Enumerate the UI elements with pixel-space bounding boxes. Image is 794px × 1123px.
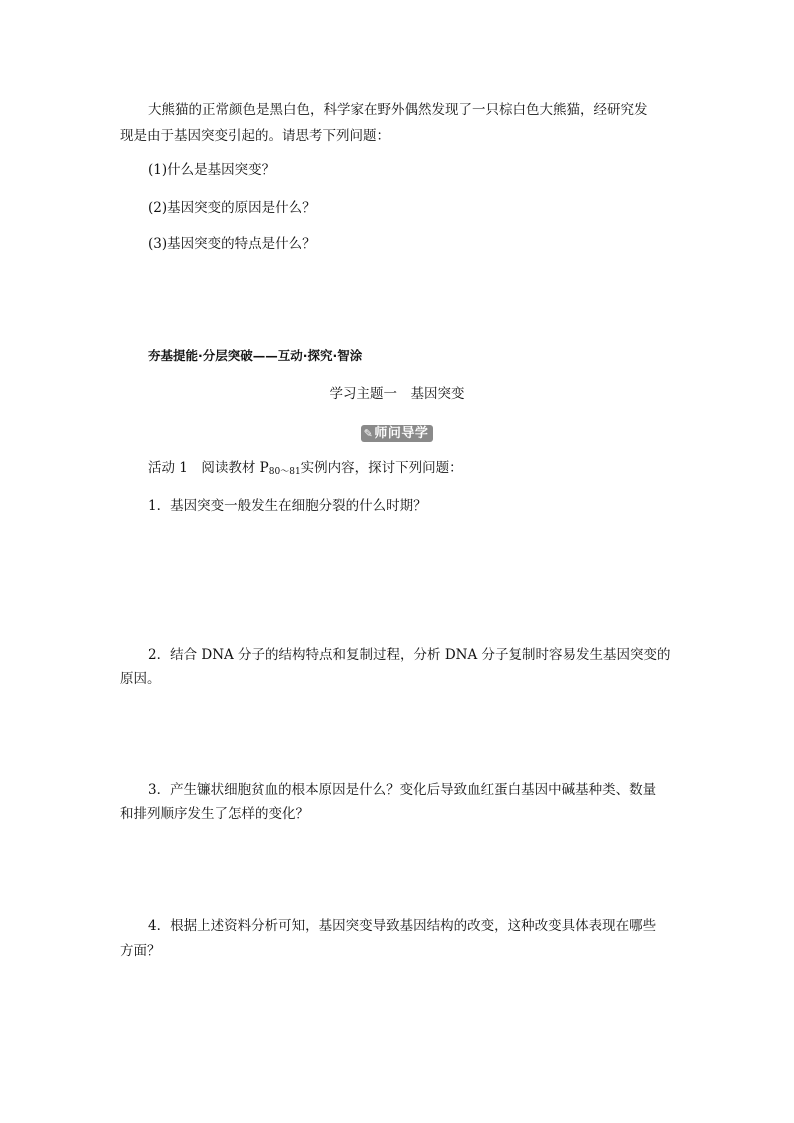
intro-question-3: (3)基因突变的特点是什么？ [148, 236, 316, 252]
intro-question-2: (2)基因突变的原因是什么？ [148, 200, 316, 216]
question-3-line-2: 和排列顺序发生了怎样的变化？ [120, 806, 309, 822]
activity-instruction [148, 459, 463, 481]
intro-paragraph-line-2: 现是由于基因突变引起的。请思考下列问题： [120, 128, 390, 144]
question-2-line-1: 2．结合 DNA 分子的结构特点和复制过程，分析 DNA 分子复制时容易发生基因突变的 [148, 647, 671, 663]
teacher-guide-icon: ✎ [363, 427, 374, 440]
intro-question-1: (1)什么是基因突变？ [148, 162, 276, 178]
teacher-guide-badge [361, 425, 434, 442]
section-header: 夯基提能·分层突破——互动·探究·智涂 [148, 348, 363, 363]
question-2-line-2: 原因。 [120, 671, 161, 687]
teacher-guide-badge-row [0, 422, 794, 442]
question-1: 1．基因突变一般发生在细胞分裂的什么时期？ [148, 498, 427, 514]
activity-suffix: 实例内容，探讨下列问题： [300, 460, 463, 476]
question-3-line-1: 3．产生镰状细胞贫血的根本原因是什么？变化后导致血红蛋白基因中碱基种类、数量 [148, 782, 657, 798]
badge-label: 师问导学 [374, 426, 429, 441]
intro-paragraph-line-1: 大熊猫的正常颜色是黑白色，科学家在野外偶然发现了一只棕白色大熊猫，经研究发 [148, 102, 648, 118]
question-4-line-2: 方面？ [120, 943, 161, 959]
question-4-line-1: 4．根据上述资料分析可知，基因突变导致基因结构的改变，这种改变具体表现在哪些 [148, 918, 657, 934]
topic-title: 学习主题一 基因突变 [329, 386, 465, 402]
activity-pages: 80～81 [268, 467, 301, 477]
activity-prefix: 活动 1 阅读教材 P [148, 460, 269, 476]
